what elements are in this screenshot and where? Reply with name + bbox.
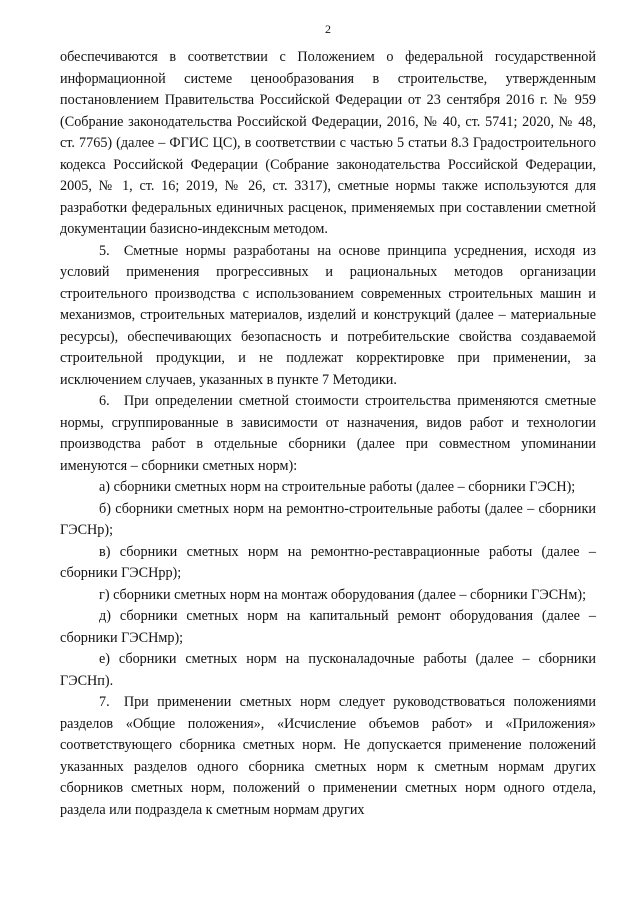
list-item-v: в) сборники сметных норм на ремонтно-реставрационные работы (далее – сборники ГЭСНрр); xyxy=(60,543,596,581)
page-number: 2 xyxy=(325,22,331,36)
paragraph-item-7: 7. При применении сметных норм следует руководствоваться положениями разделов «Общие положения», «Исчисление объемов работ» и «Приложения» соответствующего сборника сметных норм. Не допускается применение положений указанных разделов одного сборника сметных норм к сметным нормам других сборников сметных норм, положений о применении сметных норм одного отдела, раздела или подраздела к сметным нормам других xyxy=(60,694,596,818)
list-item-d: д) сборники сметных норм на капитальный ремонт оборудования (далее – сборники ГЭСНмр); xyxy=(60,608,596,646)
paragraph-item-6: 6. При определении сметной стоимости строительства применяются сметные нормы, сгруппированные в зависимости от назначения, видов работ и технологии производства работ в отдельные сборники (далее при совместном упоминании именуются – сборники сметных норм): xyxy=(60,393,596,474)
paragraph-continuation: обеспечиваются в соответствии с Положением о федеральной государственной информационной системе ценообразования в строительстве, утвержденным постановлением Правительства Российской Федерации от 23 сентября 2016 г. № 959 (Собрание законодательства Российской Федерации, 2016, № 40, ст. 5741; 2020, № 48, ст. 7765) (далее – ФГИС ЦС), в соответствии с частью 5 статьи 8.3 Градостроительного кодекса Российской Федерации (Собрание законодательства Российской Федерации, 2005, № 1, ст. 16; 2019, № 26, ст. 3317), сметные нормы также используются для разработки федеральных единичных расценок, применяемых при составлении сметной документации базисно-индексным методом. xyxy=(60,49,596,237)
list-item-b: б) сборники сметных норм на ремонтно-строительные работы (далее – сборники ГЭСНр); xyxy=(60,500,596,538)
list-item-e: е) сборники сметных норм на пусконаладочные работы (далее – сборники ГЭСНп). xyxy=(60,651,596,689)
paragraph-item-5: 5. Сметные нормы разработаны на основе принципа усреднения, исходя из условий применения прогрессивных и рациональных методов организации строительного производства с использованием современных строительных машин и механизмов, строительных материалов, изделий и конструкций (далее – материальные ресурсы), обеспечивающих безопасность и потребительские свойства создаваемой строительной продукции, и не подлежат корректировке при применении, за исключением случаев, указанных в пункте 7 Методики. xyxy=(60,242,596,388)
list-item-a: а) сборники сметных норм на строительные работы (далее – сборники ГЭСН); xyxy=(99,479,576,495)
list-item-g: г) сборники сметных норм на монтаж оборудования (далее – сборники ГЭСНм); xyxy=(99,586,587,603)
document-body xyxy=(60,47,596,821)
